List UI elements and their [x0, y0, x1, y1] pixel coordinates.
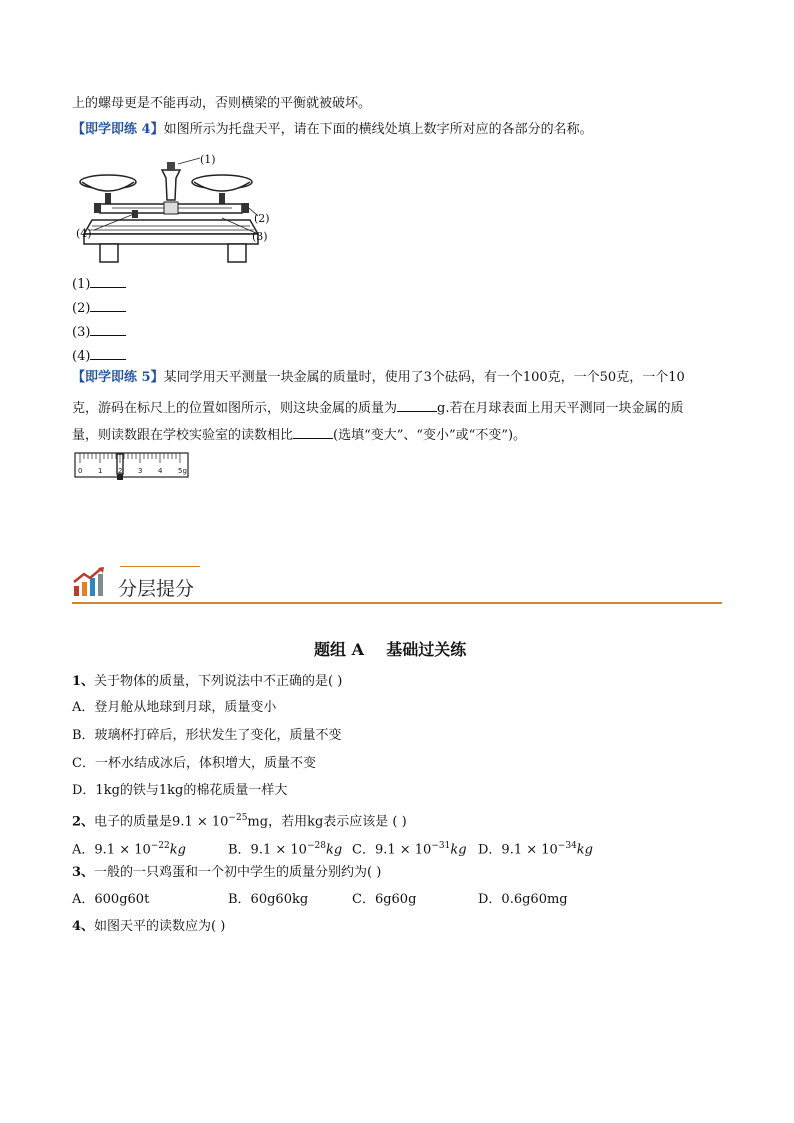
balance-label-3: (3)	[252, 230, 268, 243]
ruler-label: 1	[98, 467, 103, 475]
comparison-answer-blank[interactable]	[293, 425, 333, 439]
section-title: 分层提分	[118, 578, 195, 600]
question-1-option-b[interactable]: B．玻璃杯打碎后，形状发生了变化，质量不变	[72, 728, 342, 743]
answer-blank-3[interactable]: (3)	[72, 322, 126, 341]
ruler-label: 3	[138, 467, 143, 475]
exercise-5-tag: 【即学即练 5】	[72, 370, 164, 385]
bar-chart-arrow-icon	[72, 566, 108, 598]
section-divider	[72, 602, 722, 604]
question-1-option-d[interactable]: D．1kg的铁与1kg的棉花质量一样大	[72, 783, 288, 798]
answer-blank-4[interactable]: (4)	[72, 346, 126, 365]
rider-scale-figure	[74, 452, 190, 482]
tray-balance-figure	[72, 148, 272, 266]
section-accent-line	[120, 566, 200, 567]
balance-label-2: (2)	[254, 212, 270, 225]
question-1-option-c[interactable]: C．一杯水结成冰后，体积增大，质量不变	[72, 756, 316, 771]
question-2-option-b[interactable]: B．$9.1 \times 10^{-28}kg$	[228, 841, 343, 858]
question-2-option-a[interactable]: A．$9.1 \times 10^{-22}kg$	[72, 841, 186, 858]
question-3-option-a[interactable]: A．600g60t	[72, 892, 150, 907]
question-2-option-d[interactable]: D．$9.1 \times 10^{-34}kg$	[478, 841, 593, 858]
question-3-option-b[interactable]: B．60g60kg	[228, 892, 309, 907]
question-1-option-a[interactable]: A．登月舱从地球到月球，质量变小	[72, 700, 277, 715]
group-title: 题组 A 基础过关练	[314, 640, 467, 659]
question-2-option-c[interactable]: C．$9.1 \times 10^{-31}kg$	[352, 841, 467, 858]
answer-blank-1[interactable]: (1)	[72, 274, 126, 293]
question-3-stem: 3、一般的一只鸡蛋和一个初中学生的质量分别约为( )	[72, 865, 382, 880]
ruler-label: 2	[118, 467, 123, 475]
ruler-label: 4	[158, 467, 163, 475]
exercise-5-line-1: 【即学即练 5】某同学用天平测量一块金属的质量时，使用了3个砝码，有一个100克，一个50克，一个10	[72, 370, 685, 385]
ruler-label: 0	[78, 467, 83, 475]
question-3-option-c[interactable]: C．6g60g	[352, 892, 417, 907]
intro-text: 上的螺母更是不能再动，否则横梁的平衡就被破坏。	[72, 96, 372, 111]
question-1-stem: 1、关于物体的质量，下列说法中不正确的是( )	[72, 674, 343, 689]
balance-label-1: (1)	[200, 153, 216, 166]
exercise-4-tag: 【即学即练 4】	[72, 122, 164, 137]
exercise-4-prompt	[72, 122, 593, 138]
exercise-4-text: 如图所示为托盘天平，请在下面的横线处填上数字所对应的各部分的名称。	[163, 122, 593, 137]
mass-answer-blank[interactable]	[397, 398, 437, 412]
question-2-stem: 2、电子的质量是$9.1 \times 10^{-25}mg$，若用kg表示应该是 ( )	[72, 813, 407, 830]
balance-label-4: (4)	[76, 227, 92, 240]
question-4-stem: 4、如图天平的读数应为( )	[72, 919, 226, 934]
ruler-label: 5g	[178, 467, 187, 475]
exercise-5-line-2: 克，游码在标尺上的位置如图所示，则这块金属的质量为 g.若在月球表面上用天平测同一块金属的质	[72, 398, 683, 417]
question-3-option-d[interactable]: D．0.6g60mg	[478, 892, 568, 907]
exercise-5-line-3: 量，则读数跟在学校实验室的读数相比 (选填“变大”、“变小”或“不变”)。	[72, 425, 526, 444]
answer-blank-2[interactable]: (2)	[72, 298, 126, 317]
